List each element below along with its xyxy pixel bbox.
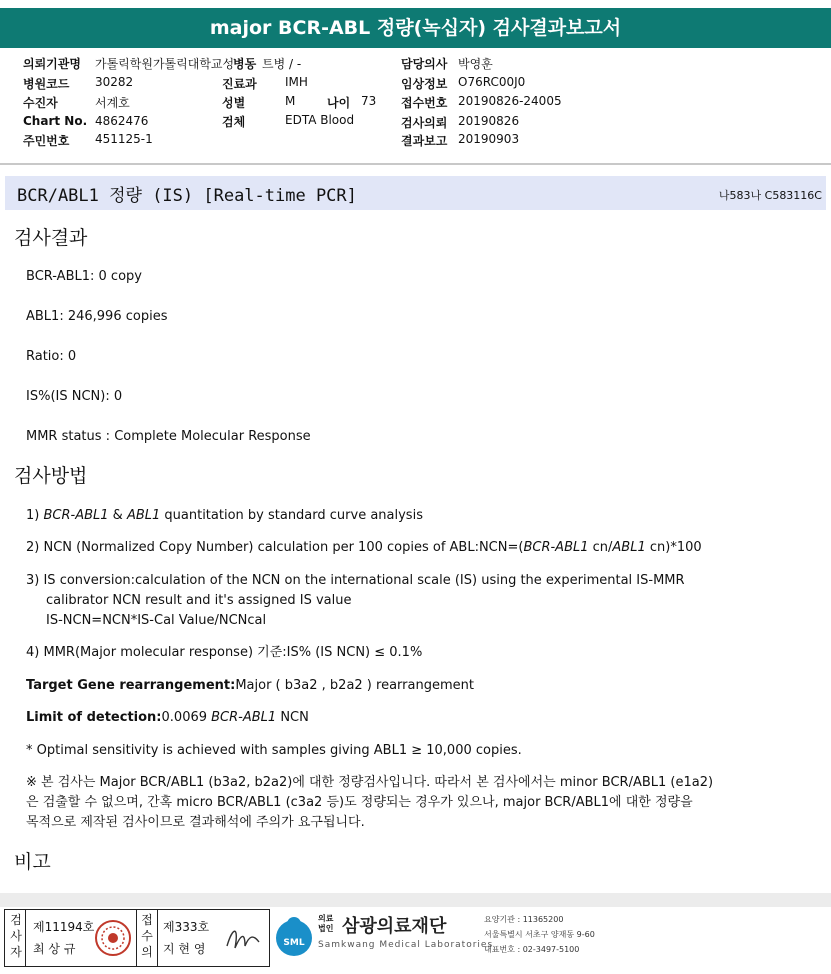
sensitivity-note: * Optimal sensitivity is achieved with samples giving ABL1 ≥ 10,000 copies. (26, 743, 522, 758)
method-2-rest: cn)*100 (645, 540, 702, 555)
caution-line-2: 은 검출할 수 없으며, 간혹 micro BCR/ABL1 (c3a2 등)도 정량되는 경우가 있으나, major BCR/ABL1에 대한 정량을 (26, 795, 693, 810)
test-title: BCR/ABL1 정량 (IS) [Real-time PCR] (17, 186, 357, 206)
target-gene (26, 676, 474, 696)
lab-english-name: Samkwang Medical Laboratories (318, 940, 494, 950)
caution-line-1: ※ 본 검사는 Major BCR/ABL1 (b3a2, b2a2)에 대한 정량검사입니다. 따라서 본 검사에서는 minor BCR/ABL1 (e1a2) (26, 775, 714, 790)
institution-value: 가톨릭학원가톨릭대학교성 (95, 57, 235, 71)
receipt-label: 접수번호 (401, 96, 448, 110)
lod-unit: NCN (276, 710, 309, 725)
department-value: IMH (285, 75, 308, 89)
doctor-value: 박영훈 (458, 57, 493, 71)
ward-value: 트병 / - (262, 57, 302, 71)
remarks-heading: 비고 (14, 851, 51, 873)
chart-value: 4862476 (95, 114, 149, 128)
method-1-prefix: 1) (26, 508, 44, 523)
limit-of-detection (26, 708, 309, 728)
lab-logo (272, 912, 831, 962)
caution-line-3: 목적으로 제작된 검사이므로 결과해석에 주의가 요구됩니다. (26, 815, 365, 830)
method-1 (26, 506, 423, 526)
age-label: 나이 (327, 96, 351, 110)
results-heading: 검사결과 (14, 227, 88, 249)
result-is-percent: IS%(IS NCN): 0 (26, 389, 123, 404)
lod-gene: BCR-ABL1 (211, 710, 277, 725)
tester-label: 검사자 (10, 913, 22, 959)
method-heading: 검사방법 (14, 465, 88, 487)
lod-value: 0.0069 (161, 710, 212, 725)
age-value: 73 (361, 94, 377, 108)
clinical-label: 임상정보 (401, 77, 448, 91)
report-date-value: 20190903 (458, 132, 520, 146)
sex-label: 성별 (222, 96, 246, 110)
signature-icon (223, 922, 263, 956)
sig-divider-2 (136, 910, 137, 966)
result-bcr-abl1: BCR-ABL1: 0 copy (26, 269, 142, 284)
tester-number: 제11194호 (33, 920, 95, 934)
hospital-code-value: 30282 (95, 75, 134, 89)
lab-prefix: 의료 법인 (318, 914, 334, 933)
test-section-header (5, 176, 826, 210)
lab-name: 삼광의료재단 (342, 916, 447, 937)
method-3-line-3: IS-NCN=NCN*IS-Cal Value/NCNcal (46, 613, 267, 628)
method-1-gene-2: ABL1 (126, 508, 161, 523)
target-gene-value: Major ( b3a2 , b2a2 ) rearrangement (235, 678, 474, 693)
confirm-name: 지 현 영 (163, 942, 206, 956)
method-2-prefix: 2) NCN (Normalized Copy Number) calculation per 100 copies of ABL:NCN=( (26, 540, 524, 555)
sig-divider-1 (25, 910, 26, 966)
confirm-label: 접수의 (141, 913, 153, 959)
tester-name: 최 상 규 (33, 942, 76, 956)
result-ratio: Ratio: 0 (26, 349, 77, 364)
request-value: 20190826 (458, 114, 520, 128)
signature-box (4, 909, 270, 967)
lab-contact (484, 912, 595, 957)
patient-label: 수진자 (23, 96, 58, 110)
method-1-gene-1: BCR-ABL1 (43, 508, 109, 523)
sex-value: M (285, 94, 296, 108)
receipt-value: 20190826-24005 (458, 94, 562, 108)
test-code: 나583나 C583116C (718, 189, 822, 202)
result-mmr-status: MMR status : Complete Molecular Response (26, 429, 311, 444)
result-abl1: ABL1: 246,996 copies (26, 309, 168, 324)
method-4: 4) MMR(Major molecular response) 기준:IS% (IS NCN) ≤ 0.1% (26, 645, 423, 660)
lod-label: Limit of detection: (26, 710, 162, 725)
method-2 (26, 538, 702, 558)
doctor-label: 담당의사 (401, 57, 448, 71)
request-label: 검사의뢰 (401, 116, 448, 130)
seal-icon (93, 918, 133, 958)
header-divider (0, 163, 831, 165)
patient-value: 서계호 (95, 96, 130, 110)
method-3-line-1: 3) IS conversion:calculation of the NCN on the international scale (IS) using the experimental IS-MMR (26, 573, 685, 588)
method-2-mid: cn/ (588, 540, 613, 555)
lab-phone: 대표번호 : 02-3497-5100 (484, 945, 580, 954)
clinical-value: O76RC00J0 (458, 75, 526, 89)
hospital-code-label: 병원코드 (23, 77, 70, 91)
caution-note (26, 773, 713, 833)
department-label: 진료과 (222, 77, 257, 91)
lab-code: 요양기관 : 11365200 (484, 915, 564, 924)
ward-label: 병동 (233, 57, 257, 71)
institution-label: 의뢰기관명 (23, 57, 81, 71)
confirm-number: 제333호 (163, 920, 210, 934)
id-value: 451125-1 (95, 132, 153, 146)
method-2-gene-1: BCR-ABL1 (523, 540, 589, 555)
chart-label: Chart No. (23, 114, 88, 128)
method-3 (26, 571, 685, 631)
method-1-amp: & (108, 508, 127, 523)
method-3-line-2: calibrator NCN result and it's assigned IS value (46, 593, 352, 608)
sml-logo-icon (272, 914, 316, 958)
id-label: 주민번호 (23, 134, 70, 148)
sml-logo-text: SML (283, 938, 305, 948)
report-title: major BCR-ABL 정량(녹십자) 검사결과보고서 (0, 8, 831, 48)
report-date-label: 결과보고 (401, 134, 448, 148)
footer-band (0, 893, 831, 907)
target-gene-label: Target Gene rearrangement: (26, 678, 236, 693)
lab-address: 서울특별시 서초구 양재동 9-60 (484, 930, 595, 939)
sig-divider-3 (157, 910, 158, 966)
specimen-value: EDTA Blood (285, 113, 355, 127)
specimen-label: 검체 (222, 115, 246, 129)
method-2-gene-2: ABL1 (612, 540, 646, 555)
method-1-rest: quantitation by standard curve analysis (160, 508, 423, 523)
